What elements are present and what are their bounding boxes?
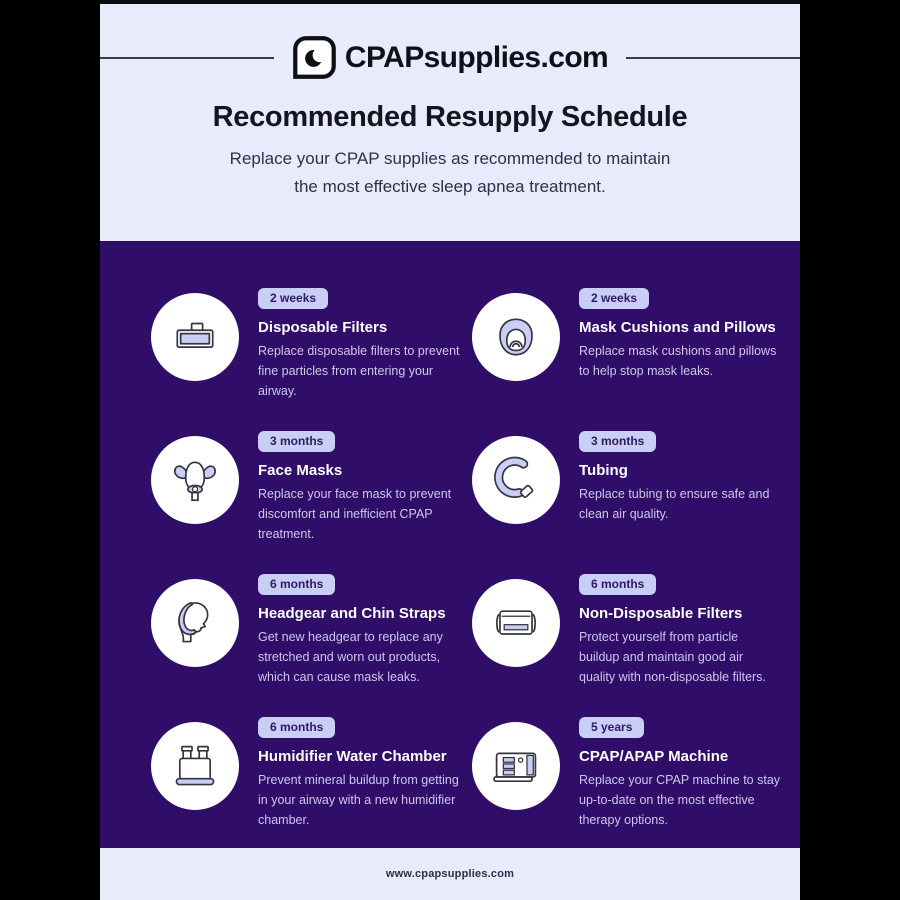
item-icon-circle <box>151 722 239 810</box>
item-body <box>258 574 460 687</box>
item-description: Replace your CPAP machine to stay up-to-date on the most effective therapy options. <box>579 773 781 827</box>
item-description: Replace mask cushions and pillows to help stop mask leaks. <box>579 344 777 378</box>
item-title: Mask Cushions and Pillows <box>579 319 776 336</box>
interval-badge: 3 months <box>579 431 656 452</box>
cpap-machine-icon <box>489 739 543 793</box>
item-title: CPAP/APAP Machine <box>579 748 729 765</box>
item-description: Replace disposable filters to prevent fine particles from entering your airway. <box>258 344 460 398</box>
item-title: Disposable Filters <box>258 319 388 336</box>
item-body <box>579 717 781 830</box>
item-description: Get new headgear to replace any stretched and worn out products, which can cause mask leaks. <box>258 630 443 684</box>
interval-badge: 2 weeks <box>579 288 649 309</box>
headgear-icon <box>168 596 222 650</box>
item-body <box>579 288 781 381</box>
logo-row <box>100 35 800 80</box>
item-icon-circle <box>472 436 560 524</box>
interval-badge: 6 months <box>258 717 335 738</box>
interval-badge: 2 weeks <box>258 288 328 309</box>
item-tubing <box>472 431 793 574</box>
item-description: Protect yourself from particle buildup and maintain good air quality with non-disposable filters. <box>579 630 766 684</box>
humidifier-chamber-icon <box>168 739 222 793</box>
chat-bubble-moon-icon <box>292 35 337 80</box>
page-title: Recommended Resupply Schedule <box>212 101 688 133</box>
item-icon-circle <box>472 722 560 810</box>
item-title: Headgear and Chin Straps <box>258 605 446 622</box>
item-cpap-machine <box>472 717 793 852</box>
item-icon-circle <box>151 436 239 524</box>
page-subtitle <box>100 145 800 201</box>
footer <box>100 848 800 900</box>
item-headgear <box>151 574 472 717</box>
item-description: Replace your face mask to prevent discomfort and inefficient CPAP treatment. <box>258 487 452 541</box>
mask-cushion-icon <box>489 310 543 364</box>
tubing-icon <box>489 453 543 507</box>
item-disposable-filters <box>151 288 472 431</box>
item-humidifier-chamber <box>151 717 472 852</box>
item-body <box>258 288 460 401</box>
item-description: Replace tubing to ensure safe and clean air quality. <box>579 487 770 521</box>
interval-badge: 6 months <box>579 574 656 595</box>
subtitle-line-2: the most effective sleep apnea treatment. <box>294 177 606 196</box>
item-non-disposable-filters <box>472 574 793 717</box>
item-icon-circle <box>151 579 239 667</box>
subtitle-line-1: Replace your CPAP supplies as recommended to maintain <box>229 149 671 168</box>
logo-text: CPAPsupplies.com <box>344 40 609 74</box>
face-mask-icon <box>168 453 222 507</box>
item-body <box>579 574 781 687</box>
interval-badge: 6 months <box>258 574 335 595</box>
item-title: Humidifier Water Chamber <box>258 748 447 765</box>
item-body <box>579 431 781 524</box>
item-title: Non-Disposable Filters <box>579 605 743 622</box>
item-icon-circle <box>472 293 560 381</box>
item-body <box>258 717 460 830</box>
item-description: Prevent mineral buildup from getting in your airway with a new humidifier chamber. <box>258 773 459 827</box>
disposable-filter-icon <box>168 310 222 364</box>
item-title: Tubing <box>579 462 628 479</box>
item-icon-circle <box>151 293 239 381</box>
infographic-page <box>100 0 800 900</box>
item-face-masks <box>151 431 472 574</box>
divider-line-left <box>100 57 274 59</box>
logo <box>292 35 608 80</box>
schedule-panel <box>100 241 800 852</box>
item-title: Face Masks <box>258 462 343 479</box>
interval-badge: 5 years <box>579 717 644 738</box>
item-body <box>258 431 460 544</box>
divider-line-right <box>626 57 800 59</box>
non-disposable-filter-icon <box>489 596 543 650</box>
interval-badge: 3 months <box>258 431 335 452</box>
item-icon-circle <box>472 579 560 667</box>
item-mask-cushions <box>472 288 793 431</box>
footer-url-link[interactable]: www.cpapsupplies.com <box>385 868 515 880</box>
